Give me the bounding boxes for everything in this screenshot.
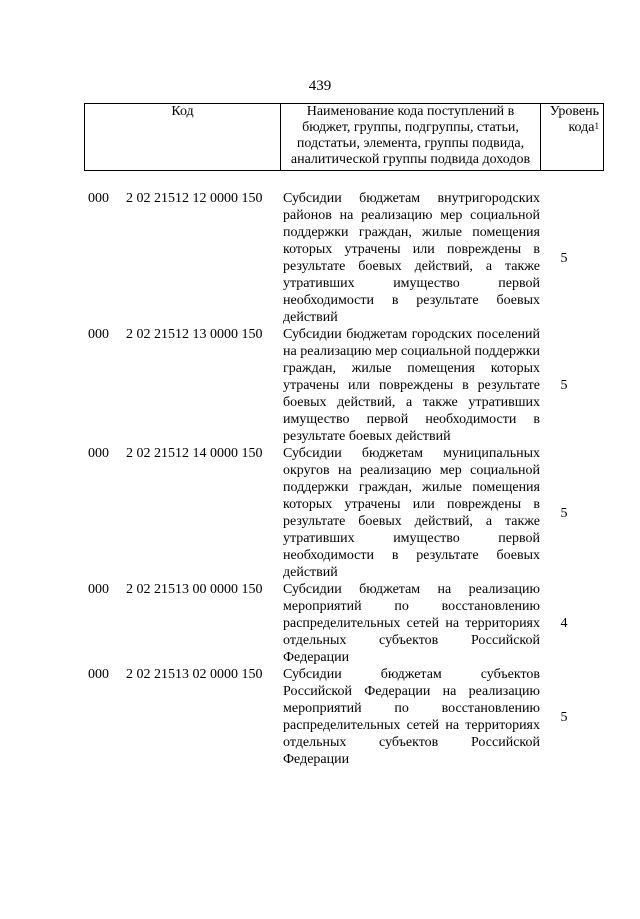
row-admin-code: 000 bbox=[88, 191, 109, 206]
header-level-footnote: 1 bbox=[594, 121, 599, 131]
table-row bbox=[88, 190, 588, 326]
row-name: Субсидии бюджетам городских поселений на реализацию мер социальной поддержки граждан, жилые помещения которых утрачены или повреждены в результате боевых действий, а также утративших имущество первой необходимости в результате боевых действий bbox=[283, 327, 540, 444]
row-level: 5 bbox=[560, 378, 568, 393]
row-code: 2 02 21512 12 0000 150 bbox=[126, 191, 263, 206]
row-admin-code: 000 bbox=[88, 446, 109, 461]
row-level: 4 bbox=[560, 616, 568, 631]
table-row bbox=[88, 445, 588, 581]
row-level: 5 bbox=[560, 505, 568, 521]
page-number: 439 bbox=[308, 78, 332, 94]
row-admin-code: 000 bbox=[88, 327, 109, 342]
row-admin-code: 000 bbox=[88, 667, 109, 682]
row-code: 2 02 21512 14 0000 150 bbox=[126, 446, 263, 461]
row-level: 5 bbox=[560, 250, 568, 266]
table-row bbox=[88, 326, 588, 445]
header-name: Наименование кода поступлений в бюджет, группы, подгруппы, статьи, подстатьи, элемента, группы подвида, аналитической группы подвида доходов bbox=[281, 104, 541, 171]
row-name: Субсидии бюджетам субъектов Российской Федерации на реализацию мероприятий по восстановлению распределительных сетей на территориях отдельных субъектов Российской Федерации bbox=[283, 667, 540, 767]
row-code: 2 02 21512 13 0000 150 bbox=[126, 327, 263, 342]
row-name: Субсидии бюджетам на реализацию мероприятий по восстановлению распределительных сетей на территориях отдельных субъектов Российской Федерации bbox=[283, 582, 540, 665]
row-name: Субсидии бюджетам внутригородских районов на реализацию мер социальной поддержки граждан, жилые помещения которых утрачены или повреждены в результате боевых действий, а также утративших имущество первой необходимости в результате боевых действий bbox=[283, 191, 540, 325]
header-level-label: Уровень кода bbox=[549, 104, 599, 135]
row-admin-code: 000 bbox=[88, 582, 109, 597]
table-row bbox=[88, 666, 588, 768]
header-code: Код bbox=[85, 104, 281, 171]
row-level: 5 bbox=[560, 709, 568, 725]
row-code: 2 02 21513 02 0000 150 bbox=[126, 667, 263, 682]
table-row bbox=[88, 581, 588, 666]
header-level bbox=[541, 104, 604, 171]
table-header bbox=[84, 103, 604, 171]
row-name: Субсидии бюджетам муниципальных округов на реализацию мер социальной поддержки граждан, жилые помещения которых утрачены или повреждены в результате боевых действий, а также утративших имущество первой необходимости в результате боевых действий bbox=[283, 446, 540, 580]
row-code: 2 02 21513 00 0000 150 bbox=[126, 582, 263, 597]
table-body bbox=[88, 190, 588, 768]
